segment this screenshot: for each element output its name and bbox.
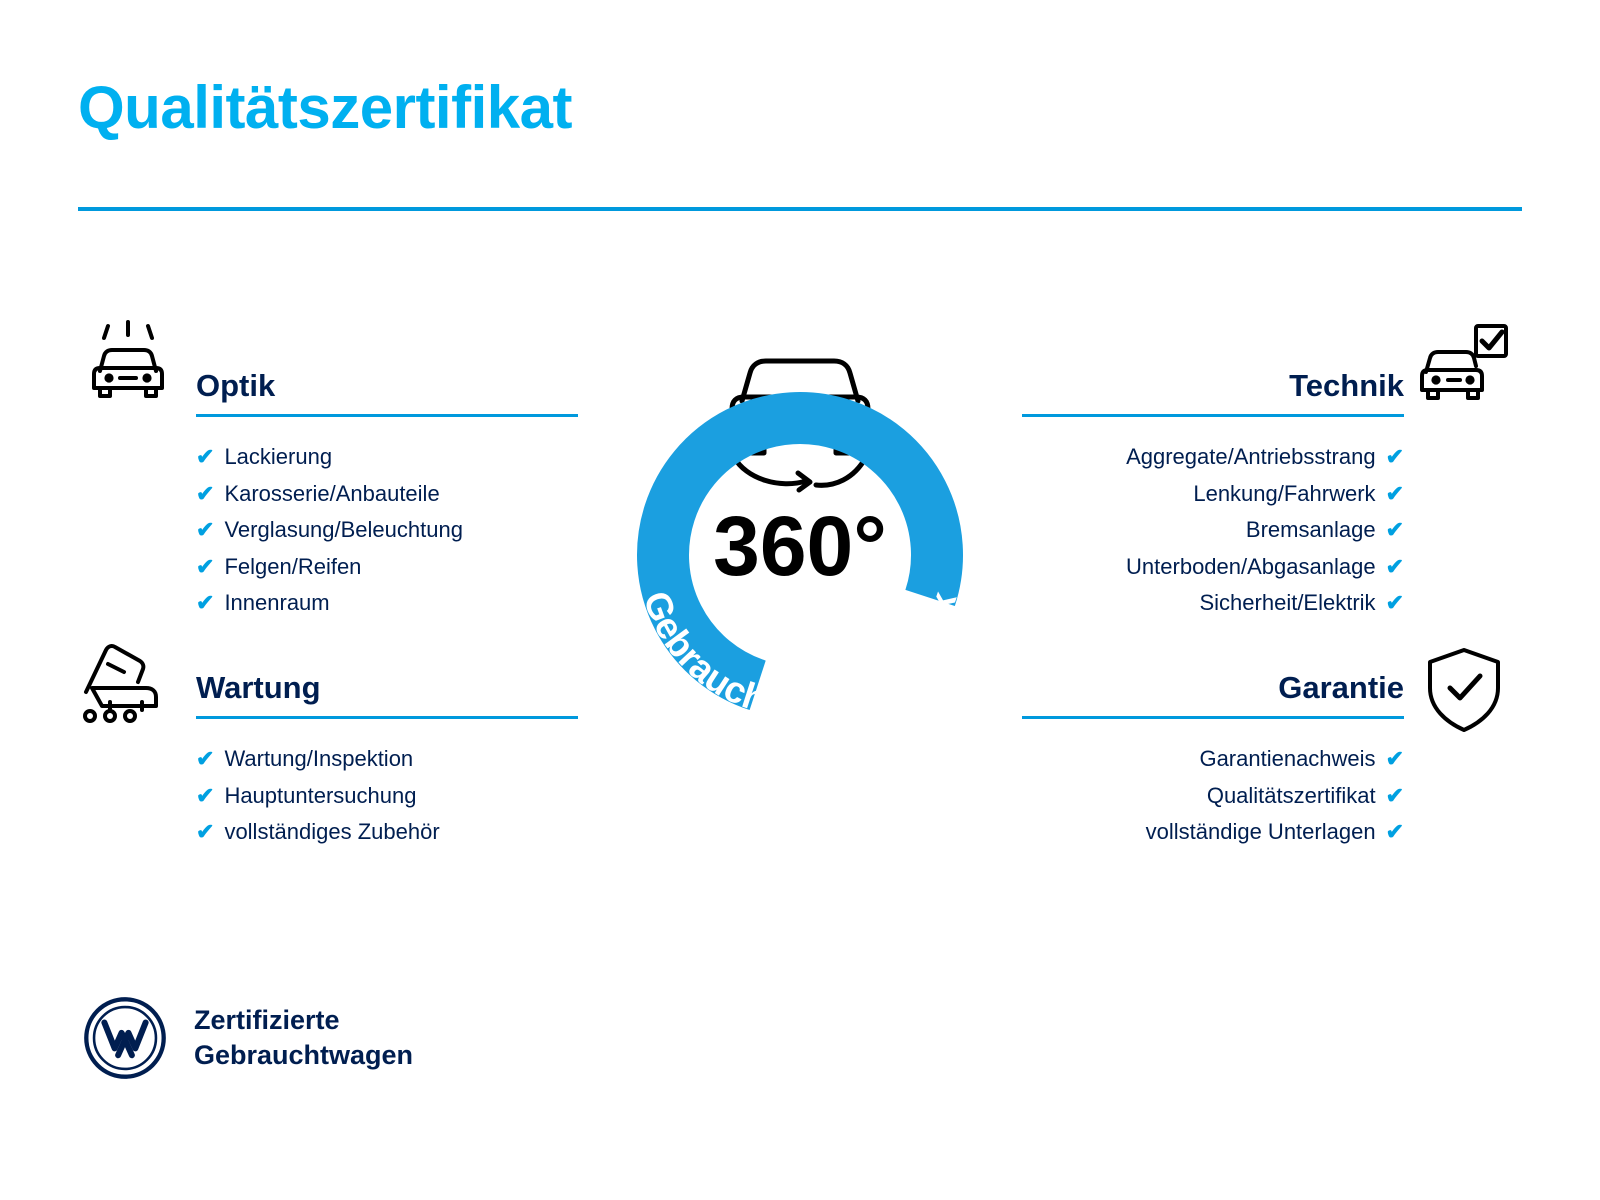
check-360-badge [580, 300, 1020, 770]
list-item [904, 778, 1404, 815]
check-icon: ✔ [196, 553, 215, 579]
check-icon: ✔ [1385, 590, 1404, 616]
footer [82, 995, 413, 1081]
check-icon: ✔ [1385, 444, 1404, 469]
check-icon: ✔ [196, 590, 215, 616]
check-icon: ✔ [1385, 517, 1404, 543]
list-item-label: Unterboden/Abgasanlage [1126, 553, 1376, 579]
shield-check-icon [1414, 640, 1514, 740]
section-heading-optik: Optik [196, 368, 276, 403]
section-divider-wartung [196, 716, 578, 719]
section-divider-garantie [1022, 716, 1404, 719]
section-heading-technik: Technik [1289, 368, 1404, 403]
list-item-label: Karosserie/Anbauteile [224, 480, 440, 506]
check-icon: ✔ [196, 746, 215, 771]
list-item-label: Bremsanlage [1245, 517, 1376, 543]
list-item [904, 814, 1404, 851]
car-front-shine-icon [78, 316, 178, 416]
check-icon: ✔ [196, 444, 215, 469]
check-icon: ✔ [196, 782, 215, 808]
list-item [196, 814, 696, 851]
footer-line-1: Zertifizierte [194, 1004, 340, 1035]
list-item-label: Garantienachweis [1199, 746, 1376, 771]
list-item-label: Qualitätszertifikat [1206, 782, 1376, 808]
section-divider-technik [1022, 414, 1404, 417]
list-item-label: Hauptuntersuchung [224, 782, 417, 808]
check-icon: ✔ [1385, 480, 1404, 506]
list-item-label: Verglasung/Beleuchtung [224, 517, 463, 543]
check-icon: ✔ [1385, 746, 1404, 771]
check-icon: ✔ [1385, 819, 1404, 845]
list-item-label: Lackierung [224, 444, 333, 469]
header-divider [78, 207, 1522, 211]
list-item-label: Sicherheit/Elektrik [1199, 590, 1376, 616]
badge-center-text: 360° [713, 499, 887, 593]
check-icon: ✔ [1385, 553, 1404, 579]
check-icon: ✔ [1385, 782, 1404, 808]
section-divider-optik [196, 414, 578, 417]
check-icon: ✔ [196, 480, 215, 506]
car-lift-icon [76, 636, 176, 736]
list-item-label: Aggregate/Antriebsstrang [1126, 444, 1376, 469]
list-item-label: Wartung/Inspektion [224, 746, 414, 771]
check-icon: ✔ [196, 819, 215, 845]
section-heading-wartung: Wartung [196, 670, 321, 705]
badge-arc-text: Gebrauchtwagen-Check [635, 585, 965, 726]
list-item [196, 778, 696, 815]
vw-logo-icon [82, 995, 168, 1081]
footer-line-2: Gebrauchtwagen [194, 1040, 414, 1070]
check-icon: ✔ [196, 517, 215, 543]
list-item-label: vollständige Unterlagen [1145, 819, 1376, 845]
car-checklist-icon [1414, 316, 1514, 416]
list-item-label: Lenkung/Fahrwerk [1193, 480, 1376, 506]
list-item-label: vollständiges Zubehör [224, 819, 440, 845]
list-item-label: Felgen/Reifen [224, 553, 362, 579]
section-heading-garantie: Garantie [1278, 670, 1404, 705]
list-item-label: Innenraum [224, 590, 330, 616]
footer-text [194, 1003, 413, 1073]
page-title: Qualitätszertifikat [78, 74, 572, 141]
